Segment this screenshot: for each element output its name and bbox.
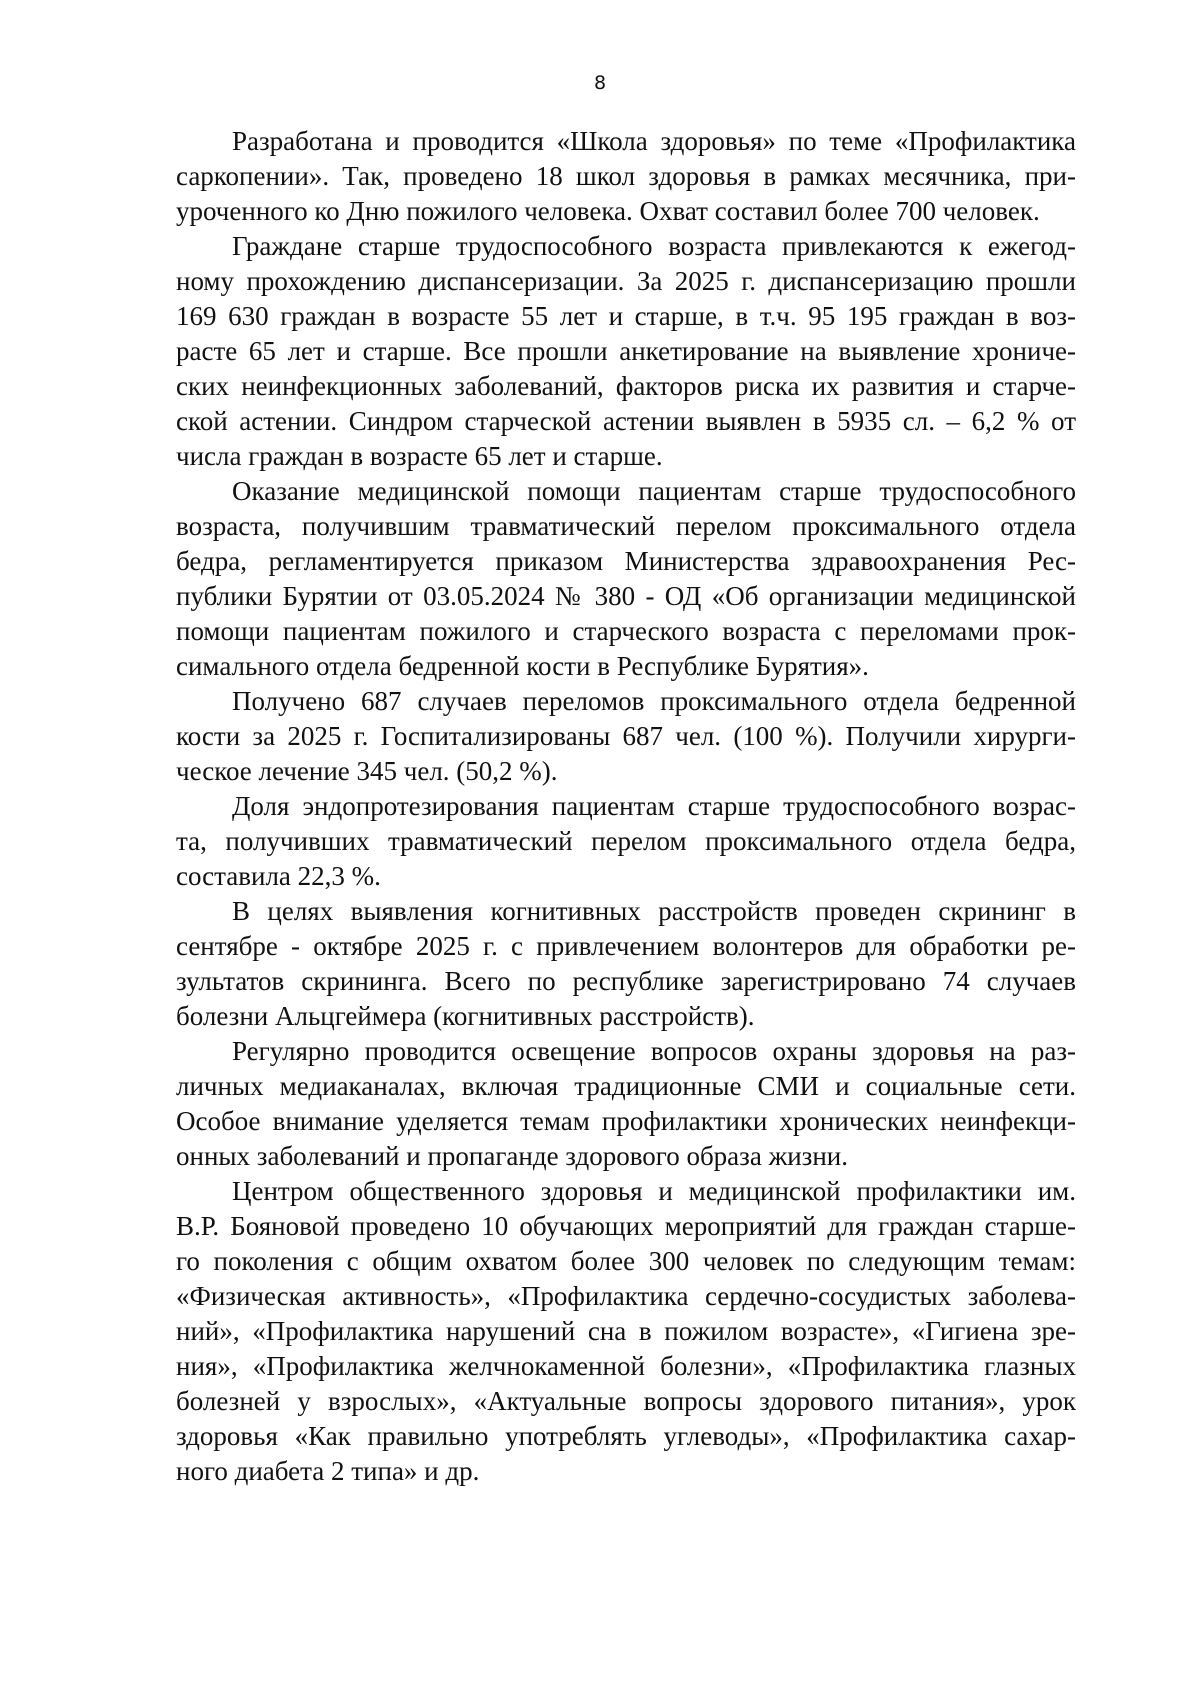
text-line: возраста, получившим травматический перелом проксимального отдела xyxy=(176,511,1076,541)
text-line: Оказание медицинской помощи пациентам старше трудоспособного xyxy=(232,476,1076,506)
text-line: Получено 687 случаев переломов проксимального отдела бедренной xyxy=(232,686,1076,716)
text-line: помощи пациентам пожилого и старческого возраста с переломами прок- xyxy=(176,616,1076,646)
text-line: кости за 2025 г. Госпитализированы 687 чел. (100 %). Получили хирурги- xyxy=(176,721,1076,751)
text-line: «Физическая активность», «Профилактика сердечно-сосудистых заболева- xyxy=(176,1281,1076,1311)
text-line: онных заболеваний и пропаганде здорового образа жизни. xyxy=(176,1141,848,1171)
text-line: ний», «Профилактика нарушений сна в пожилом возрасте», «Гигиена зре- xyxy=(176,1316,1076,1346)
text-line: бедра, регламентируется приказом Министерства здравоохранения Рес- xyxy=(176,546,1076,576)
text-line: расте 65 лет и старше. Все прошли анкетирование на выявление хрониче- xyxy=(176,336,1076,366)
text-line: составила 22,3 %. xyxy=(176,861,381,891)
paragraph xyxy=(176,474,1076,684)
text-line: саркопении». Так, проведено 18 школ здоровья в рамках месячника, при- xyxy=(176,161,1076,191)
text-line: Центром общественного здоровья и медицинской профилактики им. xyxy=(232,1176,1076,1206)
text-line: ного диабета 2 типа» и др. xyxy=(176,1456,480,1486)
text-line: личных медиаканалах, включая традиционные СМИ и социальные сети. xyxy=(176,1071,1076,1101)
text-line: Особое внимание уделяется темам профилактики хронических неинфекци- xyxy=(176,1106,1076,1136)
paragraph xyxy=(176,789,1076,894)
paragraph xyxy=(176,124,1076,229)
text-line: болезней у взрослых», «Актуальные вопросы здорового питания», урок xyxy=(176,1386,1076,1416)
text-line: Регулярно проводится освещение вопросов охраны здоровья на раз- xyxy=(232,1036,1076,1066)
text-line: сентябре - октябре 2025 г. с привлечением волонтеров для обработки ре- xyxy=(176,931,1076,961)
text-line: уроченного ко Дню пожилого человека. Охват составил более 700 человек. xyxy=(176,196,1040,226)
text-line: та, получивших травматический перелом проксимального отдела бедра, xyxy=(176,826,1076,856)
text-line: ческое лечение 345 чел. (50,2 %). xyxy=(176,756,558,786)
text-line: В.Р. Бояновой проведено 10 обучающих мероприятий для граждан старше- xyxy=(176,1211,1076,1241)
paragraph xyxy=(176,1174,1076,1489)
text-line: Доля эндопротезирования пациентам старше трудоспособного возрас- xyxy=(232,791,1076,821)
page-number: 8 xyxy=(593,72,607,94)
text-line: публики Бурятии от 03.05.2024 № 380 - ОД «Об организации медицинской xyxy=(176,581,1076,611)
text-line: ному прохождению диспансеризации. За 2025 г. диспансеризацию прошли xyxy=(176,266,1076,296)
paragraph xyxy=(176,229,1076,474)
text-line: Граждане старше трудоспособного возраста привлекаются к ежегод- xyxy=(232,231,1076,261)
text-line: симального отдела бедренной кости в Республике Бурятия». xyxy=(176,651,869,681)
text-line: числа граждан в возрасте 65 лет и старше. xyxy=(176,441,663,471)
text-line: зультатов скрининга. Всего по республике зарегистрировано 74 случаев xyxy=(176,966,1076,996)
paragraph xyxy=(176,684,1076,789)
text-line: ских неинфекционных заболеваний, факторов риска их развития и старче- xyxy=(176,371,1076,401)
text-line: го поколения с общим охватом более 300 человек по следующим темам: xyxy=(176,1246,1076,1276)
text-line: ния», «Профилактика желчнокаменной болезни», «Профилактика глазных xyxy=(176,1351,1076,1381)
paragraph xyxy=(176,894,1076,1034)
document-body xyxy=(176,124,1076,1489)
text-line: здоровья «Как правильно употреблять углеводы», «Профилактика сахар- xyxy=(176,1421,1076,1451)
text-line: 169 630 граждан в возрасте 55 лет и старше, в т.ч. 95 195 граждан в воз- xyxy=(176,301,1076,331)
text-line: ской астении. Синдром старческой астении выявлен в 5935 сл. – 6,2 % от xyxy=(176,406,1076,436)
paragraph xyxy=(176,1034,1076,1174)
text-line: болезни Альцгеймера (когнитивных расстройств). xyxy=(176,1001,755,1031)
text-line: Разработана и проводится «Школа здоровья» по теме «Профилактика xyxy=(232,126,1076,156)
text-line: В целях выявления когнитивных расстройств проведен скрининг в xyxy=(232,896,1076,926)
